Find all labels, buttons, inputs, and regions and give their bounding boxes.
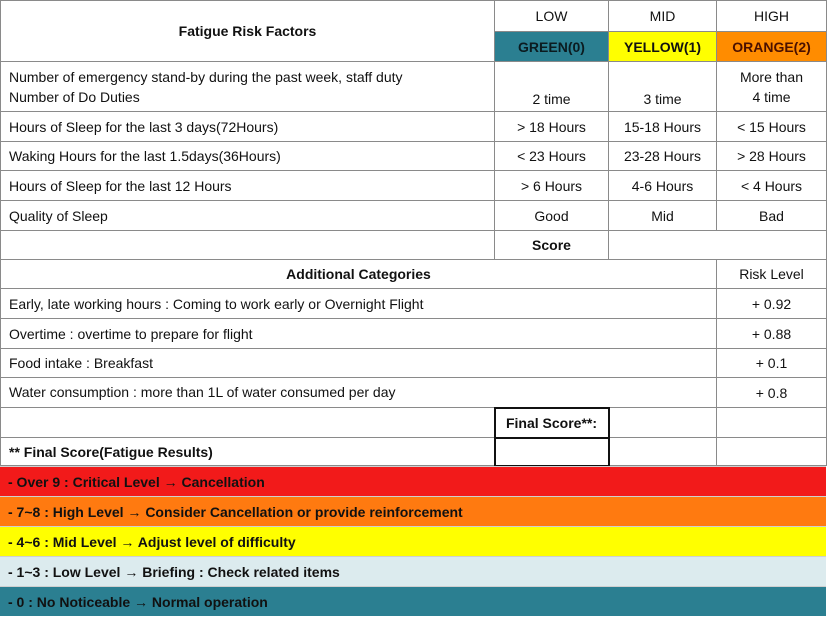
factor-high: [717, 62, 827, 112]
severity-low: - 1~3 : Low Level → Briefing : Check related items: [0, 556, 826, 586]
additional-label: Water consumption : more than 1L of water consumed per day: [1, 378, 717, 408]
factor-label: Waking Hours for the last 1.5days(36Hours): [1, 142, 495, 171]
table-title: Fatigue Risk Factors: [1, 1, 495, 62]
level-high: HIGH: [717, 1, 827, 32]
final-score-cell[interactable]: [717, 408, 827, 438]
factor-label-line: Number of emergency stand-by during the past week, staff duty: [9, 68, 403, 85]
additional-risk: + 0.92: [717, 289, 827, 319]
category-green: GREEN(0): [495, 32, 609, 62]
factor-row: [1, 171, 827, 201]
factor-high-line: More than: [739, 68, 804, 85]
additional-label: Food intake : Breakfast: [1, 349, 717, 378]
factor-row: [1, 142, 827, 171]
factor-high-line: 4 time: [752, 88, 791, 105]
factor-label: Hours of Sleep for the last 3 days(72Hours): [1, 112, 495, 142]
factor-low: Good: [495, 201, 609, 231]
additional-header-row: [1, 260, 827, 289]
risk-level-header: Risk Level: [717, 260, 827, 289]
final-score-row: [1, 408, 827, 438]
additional-risk: + 0.1: [717, 349, 827, 378]
factor-low: > 18 Hours: [495, 112, 609, 142]
score-label: Score: [495, 231, 609, 260]
factor-mid: 3 time: [609, 62, 717, 112]
severity-none: - 0 : No Noticeable → Normal operation: [0, 586, 826, 616]
additional-risk: + 0.88: [717, 319, 827, 349]
additional-row: [1, 349, 827, 378]
factor-low: 2 time: [495, 62, 609, 112]
additional-label: Early, late working hours : Coming to work early or Overnight Flight: [1, 289, 717, 319]
severity-critical: - Over 9 : Critical Level → Cancellation: [0, 466, 826, 496]
factor-label: Quality of Sleep: [1, 201, 495, 231]
factor-low: < 23 Hours: [495, 142, 609, 171]
factor-label-line: Number of Do Duties: [9, 88, 140, 105]
score-row: [1, 231, 827, 260]
final-score-cell[interactable]: [609, 408, 717, 438]
factor-row: [1, 62, 827, 112]
category-yellow: YELLOW(1): [609, 32, 717, 62]
final-score-label: Final Score**:: [495, 408, 609, 438]
final-results-row: [1, 438, 827, 466]
severity-high: - 7~8 : High Level → Consider Cancellation or provide reinforcement: [0, 496, 826, 526]
final-results-value[interactable]: [495, 438, 609, 466]
severity-mid: - 4~6 : Mid Level → Adjust level of difficulty: [0, 526, 826, 556]
factor-label: [1, 62, 495, 112]
final-results-label: ** Final Score(Fatigue Results): [1, 438, 495, 466]
additional-row: [1, 319, 827, 349]
additional-row: [1, 378, 827, 408]
additional-label: Overtime : overtime to prepare for flight: [1, 319, 717, 349]
factor-mid: 15-18 Hours: [609, 112, 717, 142]
factor-high: < 4 Hours: [717, 171, 827, 201]
factor-row: [1, 112, 827, 142]
level-mid: MID: [609, 1, 717, 32]
factor-high: Bad: [717, 201, 827, 231]
factor-high: < 15 Hours: [717, 112, 827, 142]
factor-mid: Mid: [609, 201, 717, 231]
score-value-cell[interactable]: [609, 231, 827, 260]
category-orange: ORANGE(2): [717, 32, 827, 62]
score-spacer: [1, 231, 495, 260]
factor-high: > 28 Hours: [717, 142, 827, 171]
additional-risk: + 0.8: [717, 378, 827, 408]
additional-row: [1, 289, 827, 319]
factor-low: > 6 Hours: [495, 171, 609, 201]
final-spacer: [1, 408, 495, 438]
factor-label: Hours of Sleep for the last 12 Hours: [1, 171, 495, 201]
factor-mid: 23-28 Hours: [609, 142, 717, 171]
factor-row: [1, 201, 827, 231]
additional-title: Additional Categories: [1, 260, 717, 289]
factor-mid: 4-6 Hours: [609, 171, 717, 201]
final-results-cell: [609, 438, 717, 466]
final-results-cell: [717, 438, 827, 466]
header-row-levels: [1, 1, 827, 32]
level-low: LOW: [495, 1, 609, 32]
